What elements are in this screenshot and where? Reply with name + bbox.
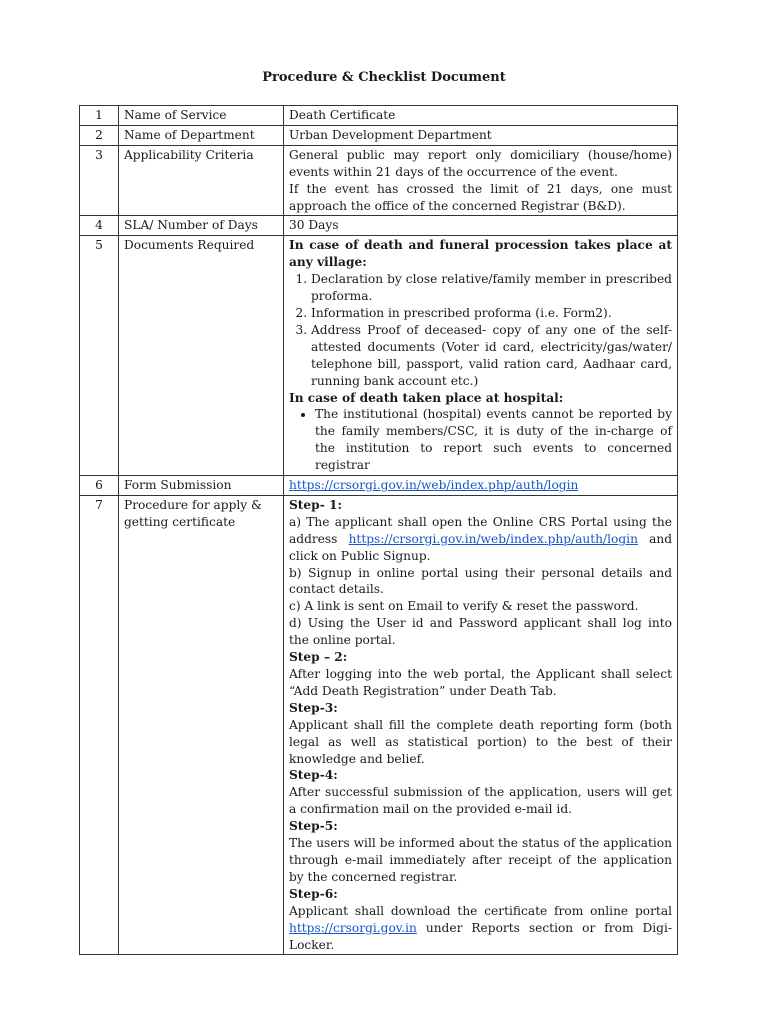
row-number: 5 (80, 236, 119, 476)
step-text: d) Using the User id and Password applicant shall log into the online portal. (289, 616, 672, 648)
step-heading: Step-3: (289, 700, 338, 715)
crs-home-link[interactable]: https://crsorgi.gov.in (289, 920, 417, 935)
hospital-heading: In case of death taken place at hospital: (289, 390, 564, 405)
row-value (284, 495, 678, 954)
step-heading: Step-5: (289, 819, 338, 834)
row-label: Name of Department (119, 125, 284, 145)
list-item: 2. Information in prescribed proforma (i.e. Form2). (311, 305, 672, 322)
step-heading: Step-4: (289, 768, 338, 783)
list-item: • The institutional (hospital) events cannot be reported by the family members/CSC, it is duty of the in-charge of the institution to report such events to concerned registrar (315, 406, 672, 474)
row-value (284, 476, 678, 496)
step-text: b) Signup in online portal using their personal details and contact details. (289, 565, 672, 597)
row-number: 2 (80, 125, 119, 145)
row-label: Documents Required (119, 236, 284, 476)
step-heading: Step- 1: (289, 497, 342, 512)
village-documents-list (289, 271, 672, 389)
table-row (80, 216, 678, 236)
row-number: 6 (80, 476, 119, 496)
step-text: a) The applicant shall open the Online CRS Portal using the address https://crsorgi.gov.in/web/index.php/auth/login and click on Public Signup. (289, 514, 672, 563)
table-row (80, 236, 678, 476)
list-item: 3. Address Proof of deceased- copy of any one of the self-attested documents (Voter id card, electricity/gas/water/ telephone bill, passport, valid ration card, Aadhaar card, running bank account etc.) (311, 322, 672, 390)
list-item: 1. Declaration by close relative/family member in prescribed proforma. (311, 271, 672, 305)
row-label: Form Submission (119, 476, 284, 496)
row-value: 30 Days (284, 216, 678, 236)
step-text: The users will be informed about the status of the application through e-mail immediately after receipt of the application by the concerned registrar. (289, 836, 672, 884)
document-title: Procedure & Checklist Document (262, 70, 506, 85)
table-row (80, 125, 678, 145)
step-text: c) A link is sent on Email to verify & reset the password. (289, 599, 639, 614)
village-heading: In case of death and funeral procession takes place at any village: (289, 238, 672, 270)
row-value (284, 145, 678, 216)
criteria-line: If the event has crossed the limit of 21 days, one must approach the office of the concerned Registrar (B&D). (289, 181, 672, 213)
row-number: 7 (80, 495, 119, 954)
row-number: 4 (80, 216, 119, 236)
row-label: Applicability Criteria (119, 145, 284, 216)
step-text: After logging into the web portal, the Applicant shall select “Add Death Registration” under Death Tab. (289, 667, 672, 698)
criteria-line: General public may report only domiciliary (house/home) events within 21 days of the occurrence of the event. (289, 147, 672, 179)
table-row (80, 495, 678, 954)
row-value (284, 236, 678, 476)
row-number: 1 (80, 106, 119, 126)
row-label: SLA/ Number of Days (119, 216, 284, 236)
step-text: Applicant shall fill the complete death reporting form (both legal as well as statistical portion) to the best of their knowledge and belief. (289, 717, 672, 766)
row-label: Procedure for apply & getting certificate (119, 495, 284, 954)
checklist-table (79, 105, 678, 955)
step-heading: Step – 2: (289, 650, 348, 665)
hospital-documents-list (289, 406, 672, 474)
table-row (80, 145, 678, 216)
form-submission-link[interactable]: https://crsorgi.gov.in/web/index.php/auth/login (289, 478, 579, 493)
crs-portal-link[interactable]: https://crsorgi.gov.in/web/index.php/auth/login (348, 531, 638, 546)
step-text: After successful submission of the application, users will get a confirmation mail on the provided e-mail id. (289, 785, 672, 817)
table-row (80, 476, 678, 496)
row-label: Name of Service (119, 106, 284, 126)
row-number: 3 (80, 145, 119, 216)
row-value: Urban Development Department (284, 125, 678, 145)
row-value: Death Certificate (284, 106, 678, 126)
step-text: Applicant shall download the certificate from online portal https://crsorgi.gov.in under Reports section or from Digi-Locker. (289, 903, 672, 952)
table-row (80, 106, 678, 126)
step-heading: Step-6: (289, 886, 338, 901)
